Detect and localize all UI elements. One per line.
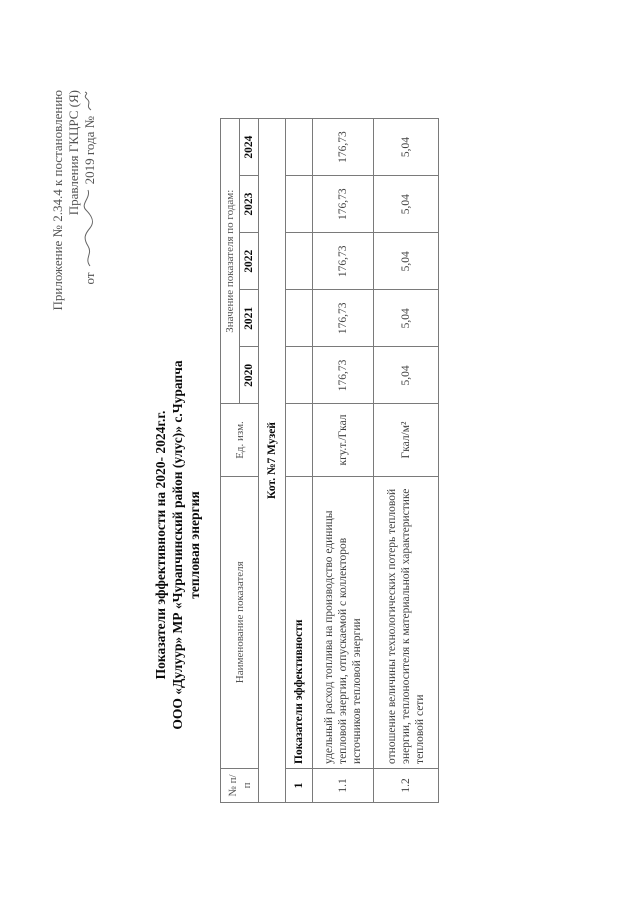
- group-num: 1: [286, 768, 313, 802]
- header-values-group: Значение показателя по годам:: [221, 119, 240, 404]
- section-row: [259, 119, 286, 803]
- row-name: отношение величины технологических потерь тепловой энергии, теплоносителя к материальной характеристике тепловой сети: [374, 476, 439, 768]
- row-value: 5,04: [374, 119, 439, 176]
- appendix-date-prefix: от: [82, 272, 97, 285]
- group-name: Показатели эффективности: [286, 476, 313, 768]
- table-header-row: [221, 119, 240, 803]
- appendix-line-3: [82, 90, 98, 410]
- document-title: [152, 315, 203, 775]
- row-value: 176,73: [313, 176, 374, 233]
- row-value: 5,04: [374, 176, 439, 233]
- group-row: [286, 119, 313, 803]
- row-name: удельный расход топлива на производство единицы тепловой энергии, отпускаемой с коллекторов источников тепловой энергии: [313, 476, 374, 768]
- row-value: 5,04: [374, 347, 439, 404]
- row-num: 1.1: [313, 768, 374, 802]
- section-title: Кот. №7 Музей: [259, 119, 286, 803]
- appendix-line-2: Правления ГКЦРС (Я): [66, 90, 81, 216]
- header-year: 2024: [240, 119, 259, 176]
- header-year: 2022: [240, 233, 259, 290]
- header-year: 2020: [240, 347, 259, 404]
- table-row: [374, 119, 439, 803]
- row-value: 176,73: [313, 290, 374, 347]
- indicators-table: [220, 118, 439, 803]
- header-num: № п/п: [221, 768, 259, 802]
- row-num: 1.2: [374, 768, 439, 802]
- title-line-1: Показатели эффективности на 2020- 2024г.г.: [153, 410, 168, 680]
- header-unit: Ед. изм.: [221, 404, 259, 476]
- header-name: Наименование показателя: [221, 476, 259, 768]
- row-unit: кгу.т./Гкал: [313, 404, 374, 476]
- row-value: 176,73: [313, 119, 374, 176]
- appendix-header: [50, 90, 98, 410]
- row-value: 176,73: [313, 347, 374, 404]
- row-value: 176,73: [313, 233, 374, 290]
- row-unit: Гкал/м²: [374, 404, 439, 476]
- title-line-3: тепловая энергия: [187, 491, 202, 599]
- handwritten-date-signature: [82, 188, 94, 268]
- appendix-line-1: Приложение № 2.34.4 к постановлению: [50, 90, 65, 311]
- table-row: [313, 119, 374, 803]
- row-value: 5,04: [374, 290, 439, 347]
- header-year: 2021: [240, 290, 259, 347]
- header-year: 2023: [240, 176, 259, 233]
- title-line-2: ООО «Дулуур» МР «Чурапчинский район (улус)» с.Чурапча: [170, 360, 185, 730]
- appendix-date-suffix: 2019 года №: [82, 116, 97, 185]
- row-value: 5,04: [374, 233, 439, 290]
- handwritten-number: [82, 90, 94, 112]
